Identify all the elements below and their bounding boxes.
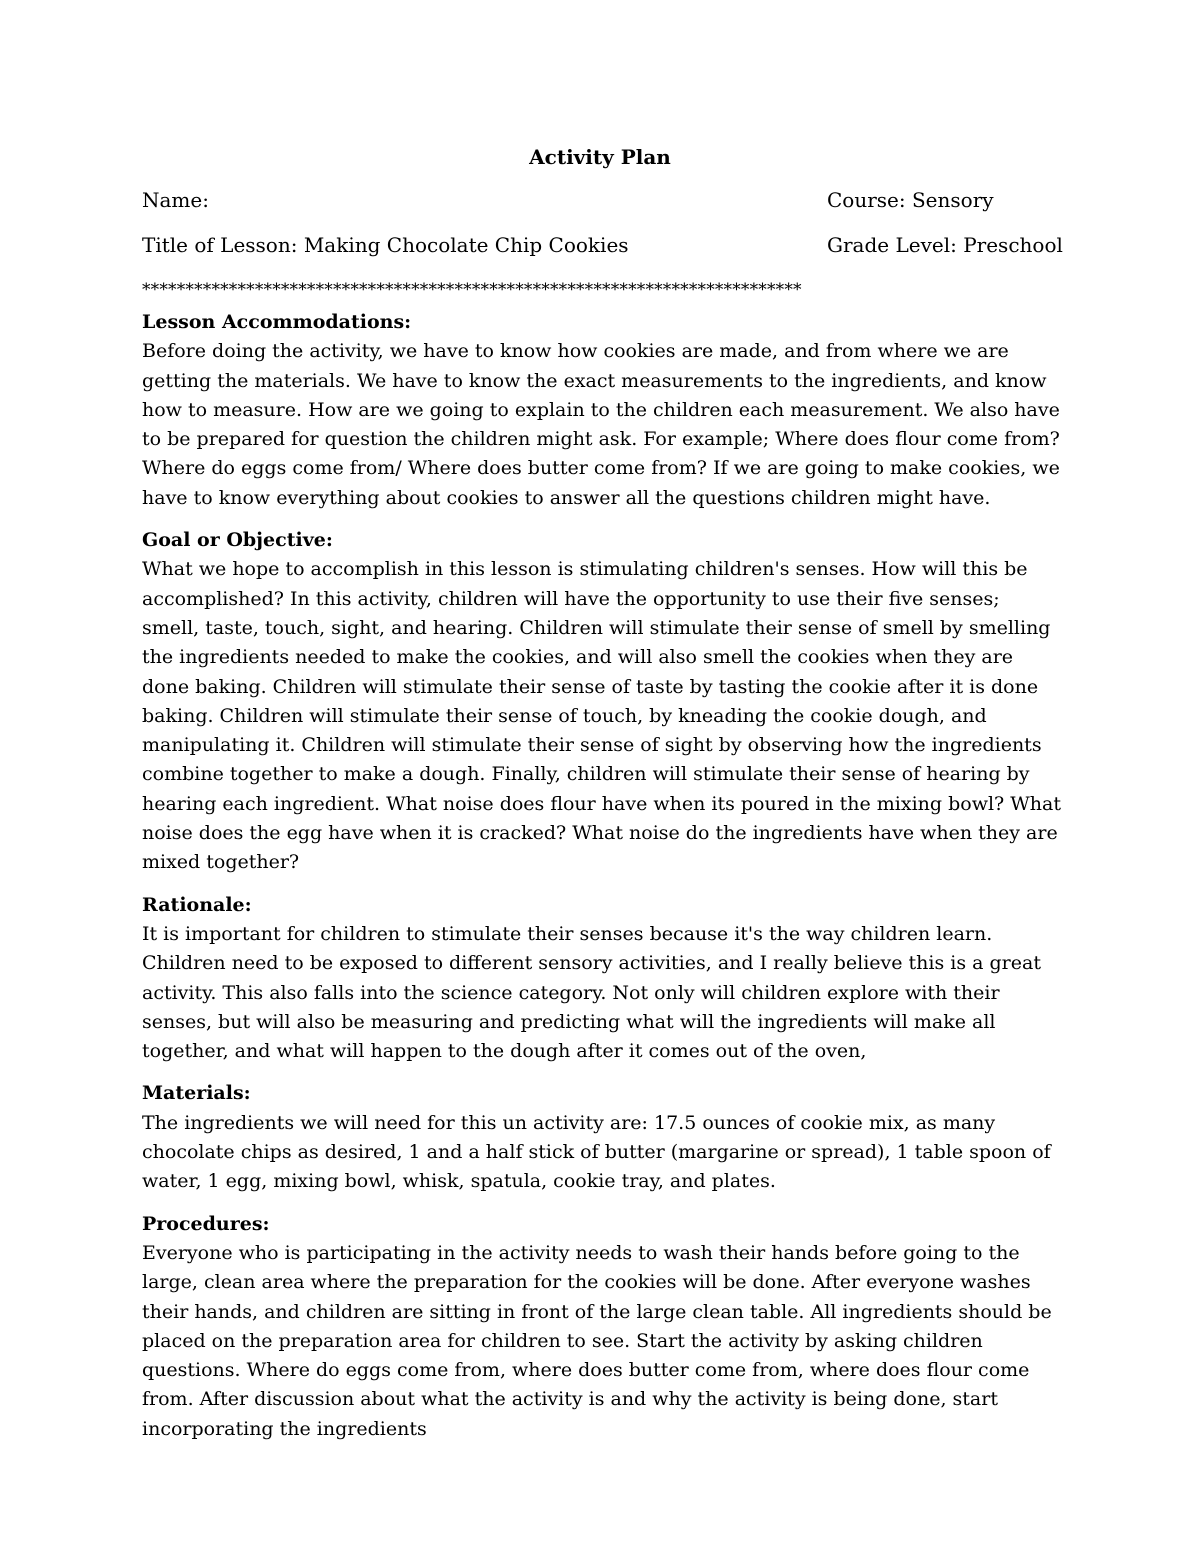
document-title: Activity Plan	[529, 145, 671, 169]
section-materials	[142, 1079, 1062, 1196]
section-text: What we hope to accomplish in this lesson is stimulating children's senses. How will this be accomplished? In this activity, children will have the opportunity to use their five senses; smell, taste, touch, sight, and hearing. Children will stimulate their sense of smell by smelling the ingredients needed to make the cookies, and will also smell the cookies when they are done baking. Children will stimulate their sense of taste by tasting the cookie after it is done baking. Children will stimulate their sense of touch, by kneading the cookie dough, and manipulating it. Children will stimulate their sense of sight by observing how the ingredients combine together to make a dough. Finally, children will stimulate their sense of hearing by hearing each ingredient. What noise does flour have when its poured in the mixing bowl? What noise does the egg have when it is cracked? What noise do the ingredients have when they are mixed together?	[142, 558, 1061, 874]
section-heading: Lesson Accommodations:	[142, 311, 412, 333]
section-rationale	[142, 891, 1062, 1067]
section-heading: Procedures:	[142, 1212, 270, 1235]
lesson-title: Title of Lesson: Making Chocolate Chip Cookies	[142, 233, 629, 257]
section-text: Everyone who is participating in the activity needs to wash their hands before going to the large, clean area where the preparation for the cookies will be done. After everyone washes their hands, and children are sitting in front of the large clean table. All ingredients should be placed on the preparation area for children to see. Start the activity by asking children questions. Where do eggs come from, where does butter come from, where does flour come from. After discussion about what the activity is and why the activity is being done, start incorporating the ingredients	[142, 1241, 1052, 1440]
section-goal-objective	[142, 526, 1062, 878]
section-procedures	[142, 1210, 1062, 1444]
course-label: Course: Sensory	[827, 188, 994, 212]
separator-line: ****************************************************************************	[142, 280, 802, 300]
section-text: Before doing the activity, we have to know how cookies are made, and from where we are getting the materials. We have to know the exact measurements to the ingredients, and know how to measure. How are we going to explain to the children each measurement. We also have to be prepared for question the children might ask. For example; Where does flour come from? Where do eggs come from/ Where does butter come from? If we are going to make cookies, we have to know everything about cookies to answer all the questions children might have.	[142, 340, 1060, 509]
section-lesson-accommodations	[142, 308, 1062, 513]
name-label: Name:	[142, 188, 209, 212]
section-heading: Goal or Objective:	[142, 529, 333, 552]
section-heading: Materials:	[142, 1082, 251, 1105]
section-text: The ingredients we will need for this un activity are: 17.5 ounces of cookie mix, as many chocolate chips as desired, 1 and a half stick of butter (margarine or spread), 1 table spoon of water, 1 egg, mixing bowl, whisk, spatula, cookie tray, and plates.	[142, 1111, 1051, 1193]
section-text: It is important for children to stimulate their senses because it's the way children learn. Children need to be exposed to different sensory activities, and I really believe this is a great activity. This also falls into the science category. Not only will children explore with their senses, but will also be measuring and predicting what will the ingredients will make all together, and what will happen to the dough after it comes out of the oven,	[142, 922, 1041, 1063]
document-body	[142, 308, 1062, 1457]
section-heading: Rationale:	[142, 893, 252, 916]
grade-level: Grade Level: Preschool	[827, 233, 1063, 257]
